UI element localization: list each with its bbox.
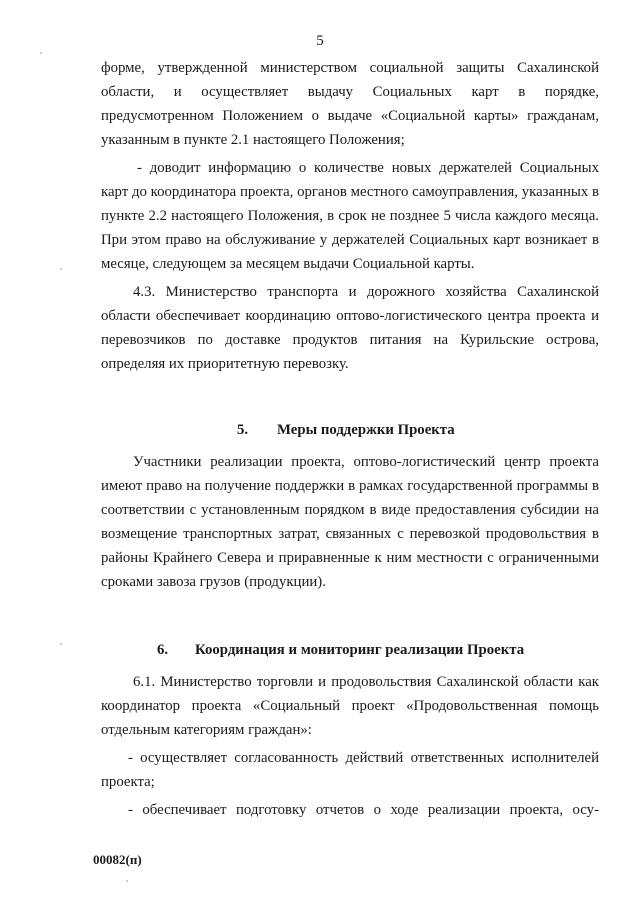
scan-speck [40,52,42,54]
scan-speck [60,268,62,270]
scan-speck [60,643,62,645]
list-item: - обеспечивает подготовку отчетов о ходе реализации проекта, осу- [128,802,599,818]
section-6-number: 6. [157,642,169,658]
scan-speck [126,880,128,882]
section-5-heading [101,418,599,442]
section-5-title: Меры поддержки Проекта [277,422,455,438]
document-code: 00082(п) [93,852,142,867]
section-6-title: Координация и мониторинг реализации Проекта [195,642,525,658]
section-6-heading [101,638,599,662]
list-item: - осуществляет согласованность действий ответственных исполнителей проекта; [101,750,599,790]
paragraph: 4.3. Министерство транспорта и дорожного хозяйства Сахалинской области обеспечивает координацию оптово-логистического центра проекта и перевозчиков по доставке продуктов питания на Курильские острова, определяя их приоритетную перевозку. [101,284,599,372]
section-5-number: 5. [237,422,249,438]
paragraph-dash-item: - доводит информацию о количестве новых держателей Социальных карт до координатора проекта, органов местного самоуправления, указанных в пункте 2.2 настоящего Положения, в срок не позднее 5 числа каждого месяца. При этом право на обслуживание у держателей Социальных карт возникает в месяце, следующем за месяцем выдачи Социальной карты. [101,160,599,272]
paragraph: форме, утвержденной министерством социальной защиты Сахалинской области, и осуществляет выдачу Социальных карт в порядке, предусмотренном Положением о выдаче «Социальной карты» гражданам, указанным в пункте 2.1 настоящего Положения; [101,60,599,148]
page-number: 5 [316,33,324,49]
document-body [101,56,599,822]
paragraph: 6.1. Министерство торговли и продовольствия Сахалинской области как координатор проекта «Социальный проект «Продовольственная помощь отдельным категориям граждан»: [101,674,599,738]
paragraph: Участники реализации проекта, оптово-логистический центр проекта имеют право на получение поддержки в рамках государственной программы в соответствии с установленным порядком в виде предоставления субсидии на возмещение транспортных затрат, связанных с перевозкой продовольствия в районы Крайнего Севера и приравненные к ним местности с ограниченными сроками завоза грузов (продукции). [101,454,599,590]
